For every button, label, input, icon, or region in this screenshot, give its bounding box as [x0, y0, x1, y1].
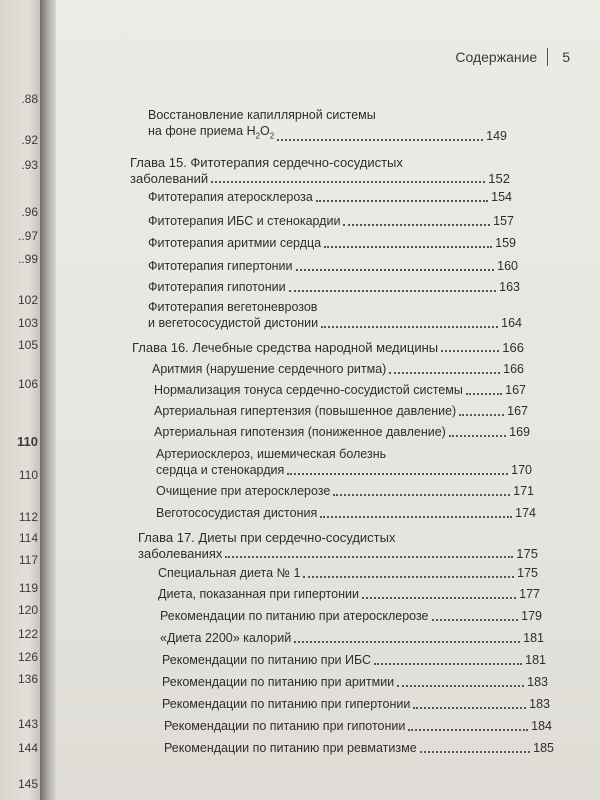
- toc-entry-title: Артериальная гипертензия (повышенное давление): [154, 404, 457, 418]
- leader-dots: [296, 269, 495, 271]
- toc-chapter-entry[interactable]: [132, 340, 524, 355]
- leader-dots: [362, 597, 516, 599]
- toc-entry-page: 152: [488, 171, 510, 186]
- left-page-number: ..97: [17, 229, 38, 243]
- toc-entry[interactable]: [152, 362, 524, 377]
- toc-entry-title: сердца и стенокардия: [156, 463, 285, 477]
- toc-entry-page: 160: [497, 259, 518, 273]
- left-page-number: 114: [18, 531, 38, 545]
- toc-entry-title: Фитотерапия атеросклероза: [148, 190, 313, 204]
- leader-dots: [225, 556, 513, 558]
- toc-entry-page: 183: [527, 675, 548, 689]
- toc-entry-page: 166: [503, 362, 524, 376]
- toc-entry[interactable]: [164, 719, 552, 734]
- toc-entry[interactable]: [158, 566, 538, 581]
- left-page-number: .92: [21, 133, 38, 147]
- toc-entry[interactable]: [162, 697, 550, 712]
- toc-entry-title: Веготососудистая дистония: [156, 506, 318, 520]
- toc-entry-title: и вегетососудистой дистонии: [148, 316, 319, 330]
- leader-dots: [459, 414, 504, 416]
- left-page-number: 126: [17, 650, 38, 664]
- toc-entry-title: Фитотерапия ИБС и стенокардии: [148, 214, 341, 228]
- toc-entry-title: Очищение при атеросклерозе: [156, 484, 331, 498]
- left-page-number: ..99: [17, 252, 38, 266]
- toc-entry-title: Рекомендации по питанию при ревматизме: [164, 741, 417, 755]
- toc-entry-line1: Восстановление капиллярной системы: [148, 108, 376, 122]
- toc-entry-page: 167: [507, 404, 528, 418]
- toc-entry-title: Нормализация тонуса сердечно-сосудистой системы: [154, 383, 463, 397]
- toc-entry-page: 154: [491, 190, 512, 204]
- previous-page-edge: [0, 0, 40, 800]
- toc-entry[interactable]: [156, 484, 534, 499]
- toc-entry-title: Рекомендации по питанию при гипертонии: [162, 697, 411, 711]
- contents-page: [56, 0, 600, 800]
- toc-entry-page: 174: [515, 506, 536, 520]
- toc-entry[interactable]: [156, 506, 536, 521]
- toc-entry-title: Глава 16. Лечебные средства народной медицины: [132, 340, 439, 355]
- left-page-number: 102: [17, 293, 38, 307]
- toc-entry[interactable]: [148, 236, 516, 251]
- left-page-number: 119: [18, 581, 38, 595]
- toc-entry-page: 157: [493, 214, 514, 228]
- left-page-number: .93: [21, 158, 38, 172]
- leader-dots: [408, 729, 528, 731]
- toc-entry-title: Специальная диета № 1: [158, 566, 301, 580]
- left-page-number: 145: [17, 777, 38, 791]
- leader-dots: [343, 224, 490, 226]
- toc-entry-title: Рекомендации по питанию при гипотонии: [164, 719, 406, 733]
- toc-entry-line1: Артериосклероз, ишемическая болезнь: [156, 447, 387, 461]
- toc-entry-title: заболеваний: [130, 171, 209, 186]
- toc-entry[interactable]: [148, 214, 514, 229]
- left-page-number: 136: [17, 672, 38, 686]
- leader-dots: [333, 494, 510, 496]
- leader-dots: [397, 685, 524, 687]
- toc-entry[interactable]: [156, 463, 532, 478]
- toc-entry[interactable]: [148, 280, 520, 295]
- leader-dots: [466, 393, 502, 395]
- toc-entry-title: Фитотерапия аритмии сердца: [148, 236, 322, 250]
- toc-entry[interactable]: [154, 404, 528, 419]
- left-page-number: 122: [17, 627, 38, 641]
- toc-entry-title: Диета, показанная при гипертонии: [158, 587, 359, 601]
- leader-dots: [294, 641, 520, 643]
- toc-entry-page: 163: [499, 280, 520, 294]
- toc-entry-title: «Диета 2200» калорий: [160, 631, 292, 645]
- toc-entry[interactable]: [164, 741, 554, 756]
- toc-entry-title: Артериальная гипотензия (пониженное давление): [154, 425, 446, 439]
- toc-entry[interactable]: [154, 383, 526, 398]
- book-gutter: [40, 0, 56, 800]
- chapter-heading-line1: Глава 15. Фитотерапия сердечно-сосудистых: [130, 155, 403, 170]
- left-page-number: 110: [18, 468, 38, 482]
- leader-dots: [413, 707, 526, 709]
- left-page-number: 112: [18, 510, 38, 524]
- left-page-number: 105: [17, 338, 38, 352]
- toc-entry-page: 149: [486, 128, 507, 143]
- leader-dots: [303, 576, 514, 578]
- left-page-number: 143: [17, 717, 38, 731]
- toc-entry-line1: Фитотерапия вегетоневрозов: [148, 300, 318, 314]
- toc-entry-page: 181: [525, 653, 546, 667]
- leader-dots: [374, 663, 522, 665]
- toc-entry-page: 166: [502, 340, 524, 355]
- toc-entry-title: на фоне приема $H_2O_2$: [148, 124, 275, 141]
- running-head: [455, 48, 570, 66]
- left-page-number: 117: [18, 553, 38, 567]
- leader-dots: [420, 751, 530, 753]
- leader-dots: [321, 326, 498, 328]
- left-page-number: 110: [17, 434, 38, 449]
- leader-dots: [277, 139, 483, 141]
- toc-entry-page: 167: [505, 383, 526, 397]
- toc-entry-page: 179: [521, 609, 542, 623]
- toc-entry-page: 185: [533, 741, 554, 755]
- toc-entry-page: 164: [501, 316, 522, 330]
- toc-entry-title: Фитотерапия гипертонии: [148, 259, 293, 273]
- left-page-number: .88: [21, 92, 38, 106]
- toc-entry-page: 181: [523, 631, 544, 645]
- running-head-title: Содержание: [455, 49, 538, 65]
- left-page-number: 103: [17, 316, 38, 330]
- toc-entry-page: 171: [513, 484, 534, 498]
- leader-dots: [211, 181, 485, 183]
- leader-dots: [316, 200, 488, 202]
- toc-entry-title: Аритмия (нарушение сердечного ритма): [152, 362, 387, 376]
- running-head-divider: [547, 48, 548, 66]
- left-page-number: .96: [21, 205, 38, 219]
- leader-dots: [441, 350, 499, 352]
- toc-entry-title: заболеваниях: [138, 546, 223, 561]
- leader-dots: [289, 290, 497, 292]
- toc-entry[interactable]: [158, 587, 540, 602]
- toc-entry[interactable]: [154, 425, 530, 440]
- toc-entry-title: Рекомендации по питанию при аритмии: [162, 675, 395, 689]
- toc-chapter-entry[interactable]: [138, 546, 538, 561]
- leader-dots: [287, 473, 508, 475]
- toc-entry-page: 169: [509, 425, 530, 439]
- toc-entry-title: Рекомендации по питанию при ИБС: [162, 653, 372, 667]
- leader-dots: [449, 435, 506, 437]
- toc-entry[interactable]: [162, 675, 548, 690]
- toc-entry[interactable]: [160, 631, 544, 646]
- toc-entry[interactable]: [160, 609, 542, 624]
- chapter-heading-line1: Глава 17. Диеты при сердечно-сосудистых: [138, 530, 396, 545]
- leader-dots: [389, 372, 500, 374]
- toc-entry-page: 170: [511, 463, 532, 477]
- toc-entry-page: 175: [516, 546, 538, 561]
- toc-entry-page: 183: [529, 697, 550, 711]
- toc-entry[interactable]: [148, 124, 507, 144]
- toc-entry[interactable]: [162, 653, 546, 668]
- leader-dots: [324, 246, 492, 248]
- toc-entry-page: 159: [495, 236, 516, 250]
- toc-entry-page: 175: [517, 566, 538, 580]
- toc-entry[interactable]: [148, 259, 518, 274]
- leader-dots: [320, 516, 512, 518]
- left-page-number: 120: [17, 603, 38, 617]
- left-page-number: 106: [17, 377, 38, 391]
- leader-dots: [432, 619, 519, 621]
- toc-entry[interactable]: [148, 190, 512, 205]
- toc-entry-page: 184: [531, 719, 552, 733]
- left-page-number: 144: [17, 741, 38, 755]
- toc-chapter-entry[interactable]: [130, 171, 510, 186]
- toc-entry-page: 177: [519, 587, 540, 601]
- toc-entry-title: Рекомендации по питанию при атеросклерозе: [160, 609, 429, 623]
- page-number: 5: [562, 49, 570, 65]
- toc-entry-title: Фитотерапия гипотонии: [148, 280, 286, 294]
- toc-entry[interactable]: [148, 316, 522, 331]
